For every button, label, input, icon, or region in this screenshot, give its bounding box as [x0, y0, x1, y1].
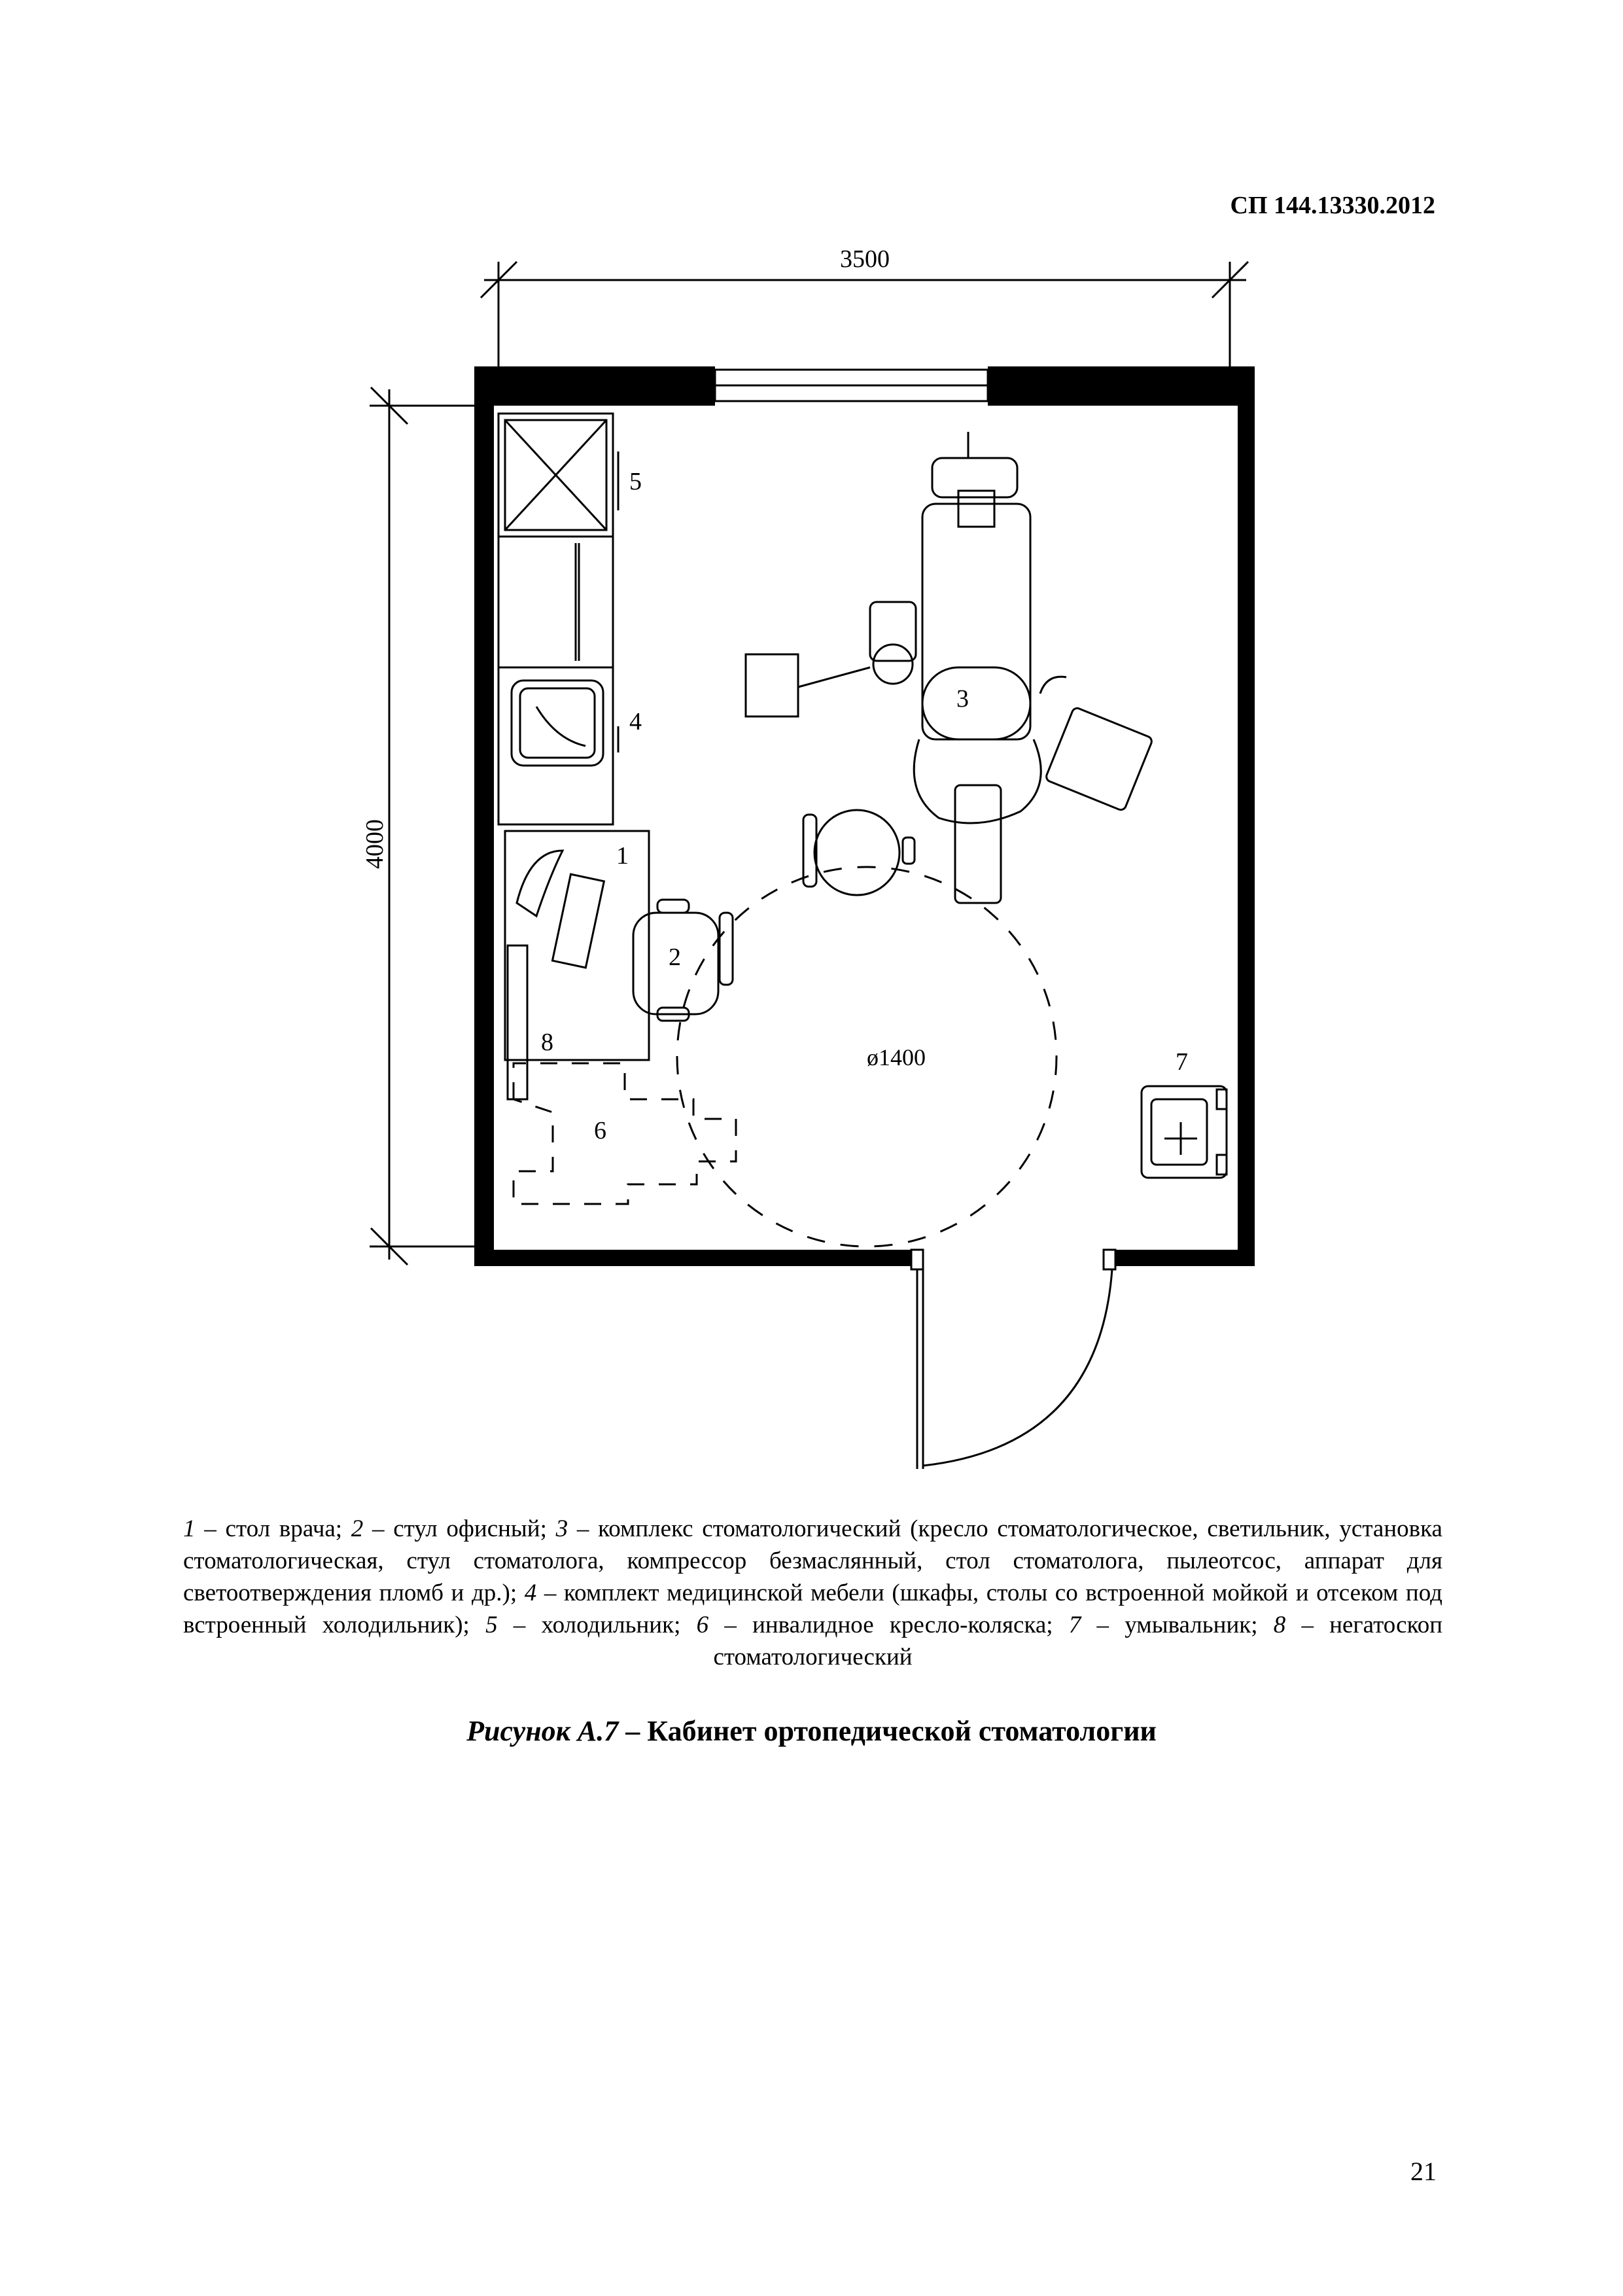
- marker-6: 6: [594, 1117, 606, 1144]
- dimension-width: [481, 262, 1248, 366]
- legend-text: – стул офисный;: [363, 1515, 556, 1542]
- legend-text: – инвалидное кресло-коляска;: [708, 1612, 1069, 1638]
- dimension-height-label: 4000: [361, 819, 389, 869]
- refrigerator: [498, 414, 618, 537]
- legend-number: 3: [555, 1515, 568, 1542]
- marker-7: 7: [1176, 1048, 1188, 1076]
- dentist-stool: [803, 810, 915, 895]
- figure-legend: [183, 1513, 1442, 1673]
- legend-number: 5: [485, 1612, 498, 1638]
- window: [715, 370, 988, 401]
- legend-text: – стол врача;: [195, 1515, 351, 1542]
- room-walls: [474, 366, 1255, 1266]
- legend-number: 7: [1068, 1612, 1081, 1638]
- dental-complex: [746, 432, 1153, 903]
- legend-text: – холодильник;: [497, 1612, 697, 1638]
- marker-2: 2: [669, 944, 681, 971]
- figure-number: Рисунок А.7: [466, 1715, 619, 1747]
- circle-diameter-label: ø1400: [867, 1044, 926, 1070]
- dimension-width-label: 3500: [840, 245, 890, 273]
- page-number: 21: [1410, 2157, 1437, 2186]
- washbasin: [1142, 1086, 1227, 1178]
- legend-text: – умывальник;: [1081, 1612, 1274, 1638]
- legend-text: – комплект медицинской мебели (шкафы, столы со встроенной мойкой и отсеком под встроенный холодильник);: [183, 1580, 1442, 1638]
- marker-5: 5: [629, 468, 642, 495]
- marker-1: 1: [616, 842, 629, 870]
- marker-4: 4: [629, 708, 642, 735]
- legend-number: 8: [1273, 1612, 1286, 1638]
- figure-title: [0, 1714, 1623, 1748]
- x-ray-viewer: [508, 945, 527, 1099]
- legend-text: – негатоскоп стоматологический: [713, 1612, 1442, 1670]
- document-code: СП 144.13330.2012: [1230, 192, 1435, 219]
- legend-text: – комплекс стоматологический (кресло стоматологическое, светильник, установка стоматологическая, стул стоматолога, компрессор безмаслянный, стол стоматолога, пылеотсос, аппарат для светоотверждения пломб и др.);: [183, 1515, 1442, 1606]
- legend-number: 1: [183, 1515, 196, 1542]
- medical-furniture: [498, 537, 618, 824]
- legend-number: 4: [524, 1580, 537, 1606]
- door: [911, 1250, 1115, 1469]
- marker-8: 8: [541, 1029, 553, 1056]
- wheelchair-outline: [514, 1063, 736, 1204]
- marker-3: 3: [956, 685, 969, 713]
- legend-number: 6: [696, 1612, 709, 1638]
- figure-caption: – Кабинет ортопедической стоматологии: [618, 1715, 1157, 1747]
- legend-number: 2: [351, 1515, 364, 1542]
